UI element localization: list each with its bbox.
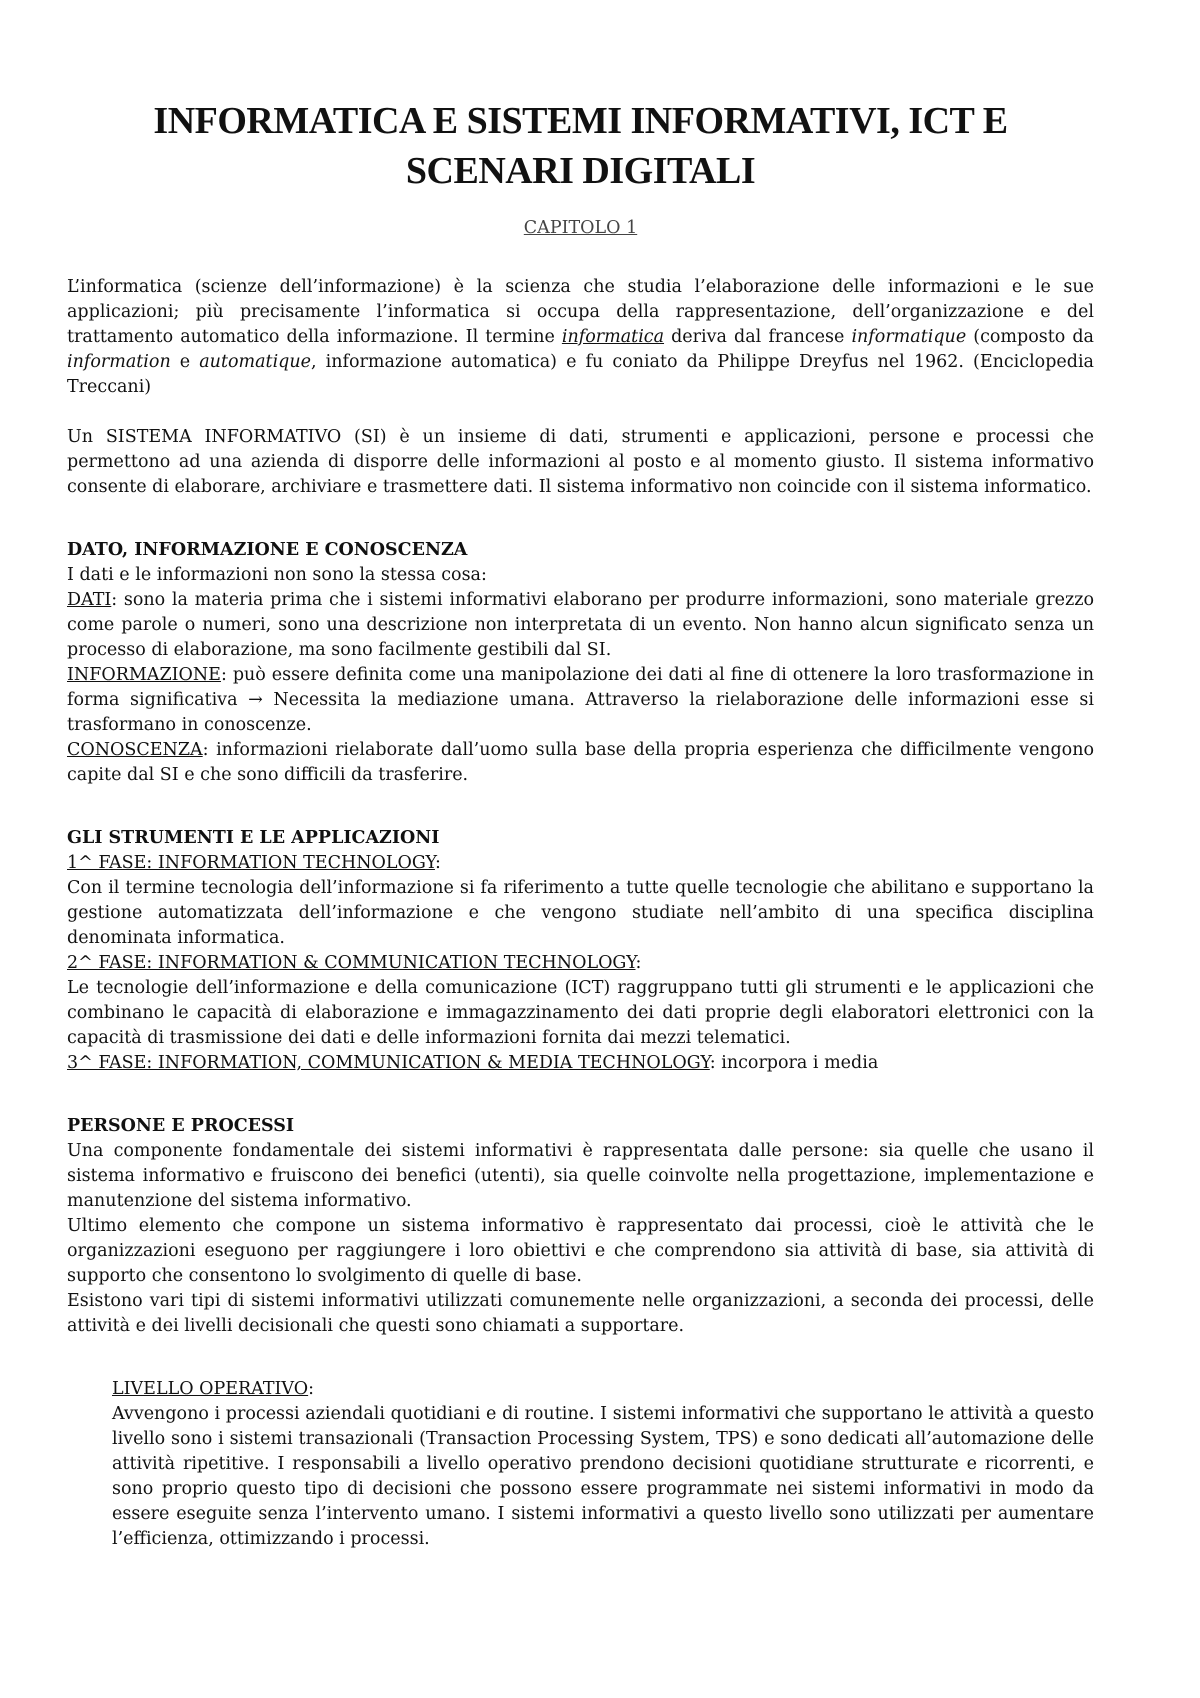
document-page	[67, 96, 1094, 1552]
persone-paragraph-3: Esistono vari tipi di sistemi informativi utilizzati comunemente nelle organizzazioni, a seconda dei processi, delle attività e dei livelli decisionali che questi sono chiamati a supportare.	[67, 1291, 1094, 1336]
conoscenza-text: : informazioni rielaborate dall’uomo sulla base della propria esperienza che difficilmente vengono capite dal SI e che sono difficili da trasferire.	[67, 740, 1094, 785]
informazione-label: INFORMAZIONE	[67, 665, 221, 685]
intro-text-4: e	[170, 352, 200, 372]
persone-paragraph-2: Ultimo elemento che compone un sistema informativo è rappresentato dai processi, cioè le attività che le organizzazioni eseguono per raggiungere i loro obiettivi e che comprendono sia attività di base, sia attività di supporto che consentono lo svolgimento di quelle di base.	[67, 1216, 1094, 1286]
fase-1-label-line	[67, 851, 1094, 876]
fase-2-label: 2^ FASE: INFORMATION & COMMUNICATION TECHNOLOGY	[67, 953, 636, 973]
fase-1-text: Con il termine tecnologia dell’informazione si fa riferimento a tutte quelle tecnologie che abilitano e supportano la gestione automatizzata dell’informazione e che vengono studiate nell’ambito di una specifica disciplina denominata informatica.	[67, 878, 1094, 948]
conoscenza-paragraph	[67, 738, 1094, 788]
fase-3-label: 3^ FASE: INFORMATION, COMMUNICATION & MEDIA TECHNOLOGY	[67, 1053, 710, 1073]
term-informatique: informatique	[851, 327, 967, 347]
fase-1-label: 1^ FASE: INFORMATION TECHNOLOGY	[67, 853, 435, 873]
term-information: information	[67, 352, 171, 372]
section-heading-dato: DATO, INFORMAZIONE E CONOSCENZA	[67, 540, 468, 560]
intro-text-1: L’informatica (scienze dell’informazione) è la scienza che studia l’elaborazione delle informazioni e le sue applicazioni; più precisamente l’informatica si occupa della rappresentazione, dell’organizzazione e del trattamento automatico della informazione. Il termine	[67, 277, 1094, 347]
intro-text-3: (composto da	[966, 327, 1094, 347]
livello-operativo-label-line	[112, 1377, 1094, 1402]
section-heading-persone: PERSONE E PROCESSI	[67, 1116, 295, 1136]
term-automatique: automatique	[199, 352, 312, 372]
dato-lead: I dati e le informazioni non sono la stessa cosa:	[67, 565, 487, 585]
fase-2-colon: :	[635, 953, 642, 973]
chapter-label: CAPITOLO 1	[523, 218, 638, 238]
livello-operativo-colon: :	[308, 1379, 315, 1399]
livello-operativo-label: LIVELLO OPERATIVO	[112, 1379, 309, 1399]
informazione-paragraph	[67, 663, 1094, 738]
dati-label: DATI	[67, 590, 112, 610]
intro-text-2: deriva dal francese	[664, 327, 852, 347]
dati-paragraph	[67, 588, 1094, 663]
intro-paragraph	[67, 275, 1094, 400]
fase-3-text: : incorpora i media	[709, 1053, 879, 1073]
fase-2-label-line	[67, 951, 1094, 976]
fase-2-text: Le tecnologie dell’informazione e della comunicazione (ICT) raggruppano tutti gli strumenti e le applicazioni che combinano le capacità di elaborazione e immagazzinamento dei dati proprie degli elaboratori elettronici con la capacità di trasmissione dei dati e delle informazioni fornita dai mezzi telematici.	[67, 978, 1094, 1048]
fase-3-line	[67, 1051, 1094, 1076]
intro-text-5: , informazione automatica) e fu coniato da Philippe Dreyfus nel 1962. (Enciclopedia Treccani)	[67, 352, 1094, 397]
section-heading-strumenti: GLI STRUMENTI E LE APPLICAZIONI	[67, 828, 440, 848]
informazione-text: : può essere definita come una manipolazione dei dati al fine di ottenere la loro trasformazione in forma significativa → Necessita la mediazione umana. Attraverso la rielaborazione delle informazioni esse si trasformano in conoscenze.	[67, 665, 1094, 735]
term-informatica: informatica	[561, 327, 665, 347]
document-title: INFORMATICA E SISTEMI INFORMATIVI, ICT E SCENARI DIGITALI	[153, 100, 1008, 192]
fase-1-colon: :	[434, 853, 441, 873]
conoscenza-label: CONOSCENZA	[67, 740, 203, 760]
si-paragraph: Un SISTEMA INFORMATIVO (SI) è un insieme di dati, strumenti e applicazioni, persone e processi che permettono ad una azienda di disporre delle informazioni al posto e al momento giusto. Il sistema informativo consente di elaborare, archiviare e trasmettere dati. Il sistema informativo non coincide con il sistema informatico.	[67, 427, 1094, 497]
persone-paragraph-1: Una componente fondamentale dei sistemi informativi è rappresentata dalle persone: sia quelle che usano il sistema informativo e fruiscono dei benefici (utenti), sia quelle coinvolte nella progettazione, implementazione e manutenzione del sistema informativo.	[67, 1141, 1094, 1211]
dati-text: : sono la materia prima che i sistemi informativi elaborano per produrre informazioni, sono materiale grezzo come parole o numeri, sono una descrizione non interpretata di un evento. Non hanno alcun significato senza un processo di elaborazione, ma sono facilmente gestibili dal SI.	[67, 590, 1094, 660]
livello-operativo-text: Avvengono i processi aziendali quotidiani e di routine. I sistemi informativi che supportano le attività a questo livello sono i sistemi transazionali (Transaction Processing System, TPS) e sono dedicati all’automazione delle attività ripetitive. I responsabili a livello operativo prendono decisioni quotidiane strutturate e ricorrenti, e sono proprio questo tipo di decisioni che possono essere programmate nei sistemi informativi in modo da essere eseguite senza l’intervento umano. I sistemi informativi a questo livello sono utilizzati per aumentare l’efficienza, ottimizzando i processi.	[112, 1404, 1094, 1549]
